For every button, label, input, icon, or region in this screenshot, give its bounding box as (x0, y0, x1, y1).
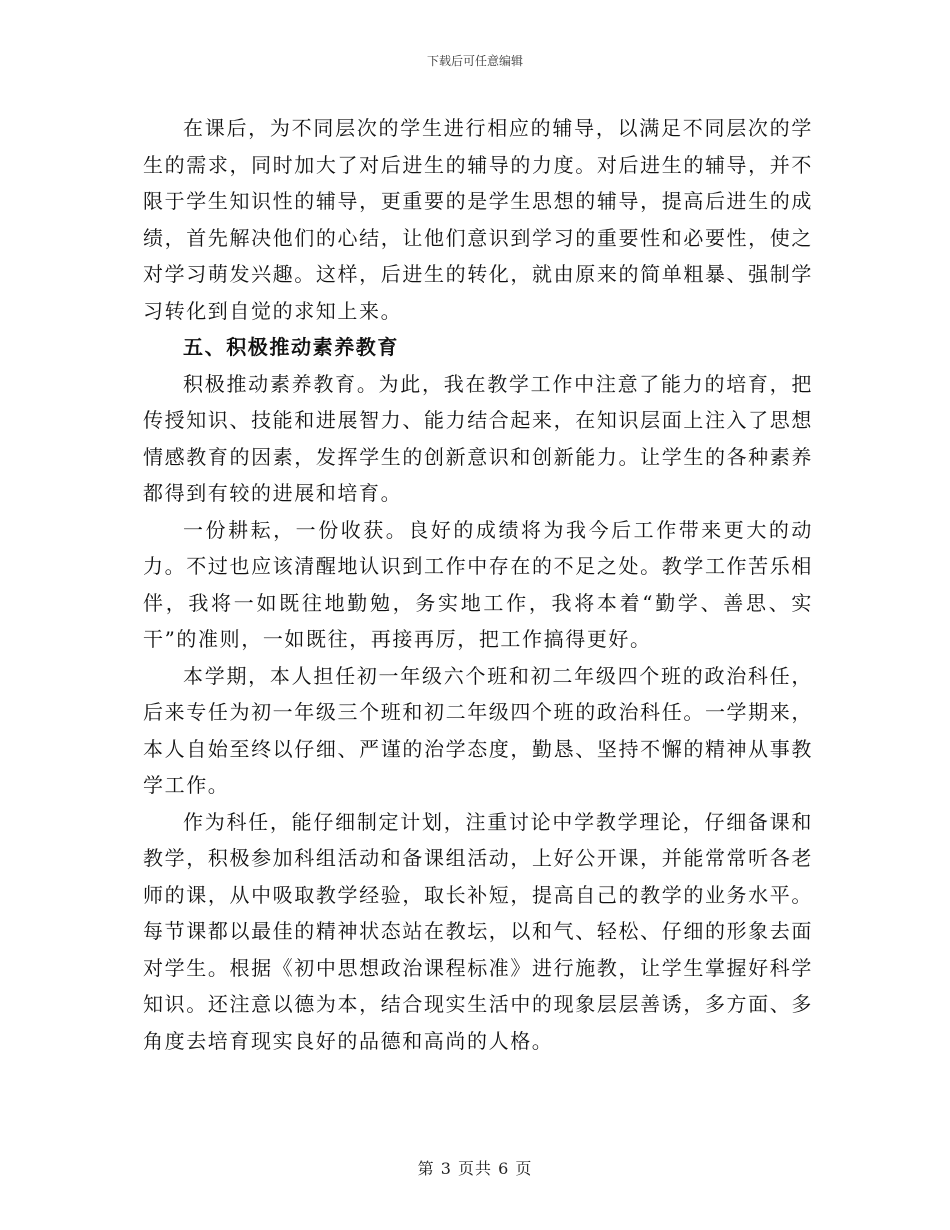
document-body (143, 110, 813, 1059)
paragraph-quality-education: 积极推动素养教育。为此，我在教学工作中注意了能力的培育，把传授知识、技能和进展智力、能力结合起来，在知识层面上注入了思想情感教育的因素，发挥学生的创新意识和创新能力。让学生的各种素养都得到有较的进展和培育。 (143, 371, 813, 505)
page-number: 第 3 页共 6 页 (417, 1159, 533, 1178)
paragraph-harvest: 一份耕耘，一份收获。良好的成绩将为我今后工作带来更大的动力。不过也应该清醒地认识到工作中存在的不足之处。教学工作苦乐相伴，我将一如既往地勤勉，务实地工作，我将本着“勤学、善思、实干”的准则，一如既往，再接再厉，把工作搞得更好。 (143, 517, 813, 651)
page-header: 下载后可任意编辑 (426, 54, 523, 68)
paragraph-semester: 本学期，本人担任初一年级六个班和初二年级四个班的政治科任，后来专任为初一年级三个班和初二年级四个班的政治科任。一学期来，本人自始至终以仔细、严谨的治学态度，勤恳、坚持不懈的精神从事教学工作。 (143, 663, 813, 797)
section-heading-quality-education: 五、积极推动素养教育 (183, 335, 399, 359)
paragraph-teacher-duties: 作为科任，能仔细制定计划，注重讨论中学教学理论，仔细备课和教学，积极参加科组活动和备课组活动，上好公开课，并能常常听各老师的课，从中吸取教学经验，取长补短，提高自己的教学的业务水平。每节课都以最佳的精神状态站在教坛，以和气、轻松、仔细的形象去面对学生。根据《初中思想政治课程标准》进行施教，让学生掌握好科学知识。还注意以德为本，结合现实生活中的现象层层善诱，多方面、多角度去培育现实良好的品德和高尚的人格。 (143, 809, 813, 1053)
paragraph-tutoring: 在课后，为不同层次的学生进行相应的辅导，以满足不同层次的学生的需求，同时加大了对后进生的辅导的力度。对后进生的辅导，并不限于学生知识性的辅导，更重要的是学生思想的辅导，提高后进生的成绩，首先解决他们的心结，让他们意识到学习的重要性和必要性，使之对学习萌发兴趣。这样，后进生的转化，就由原来的简单粗暴、强制学习转化到自觉的求知上来。 (143, 116, 813, 323)
